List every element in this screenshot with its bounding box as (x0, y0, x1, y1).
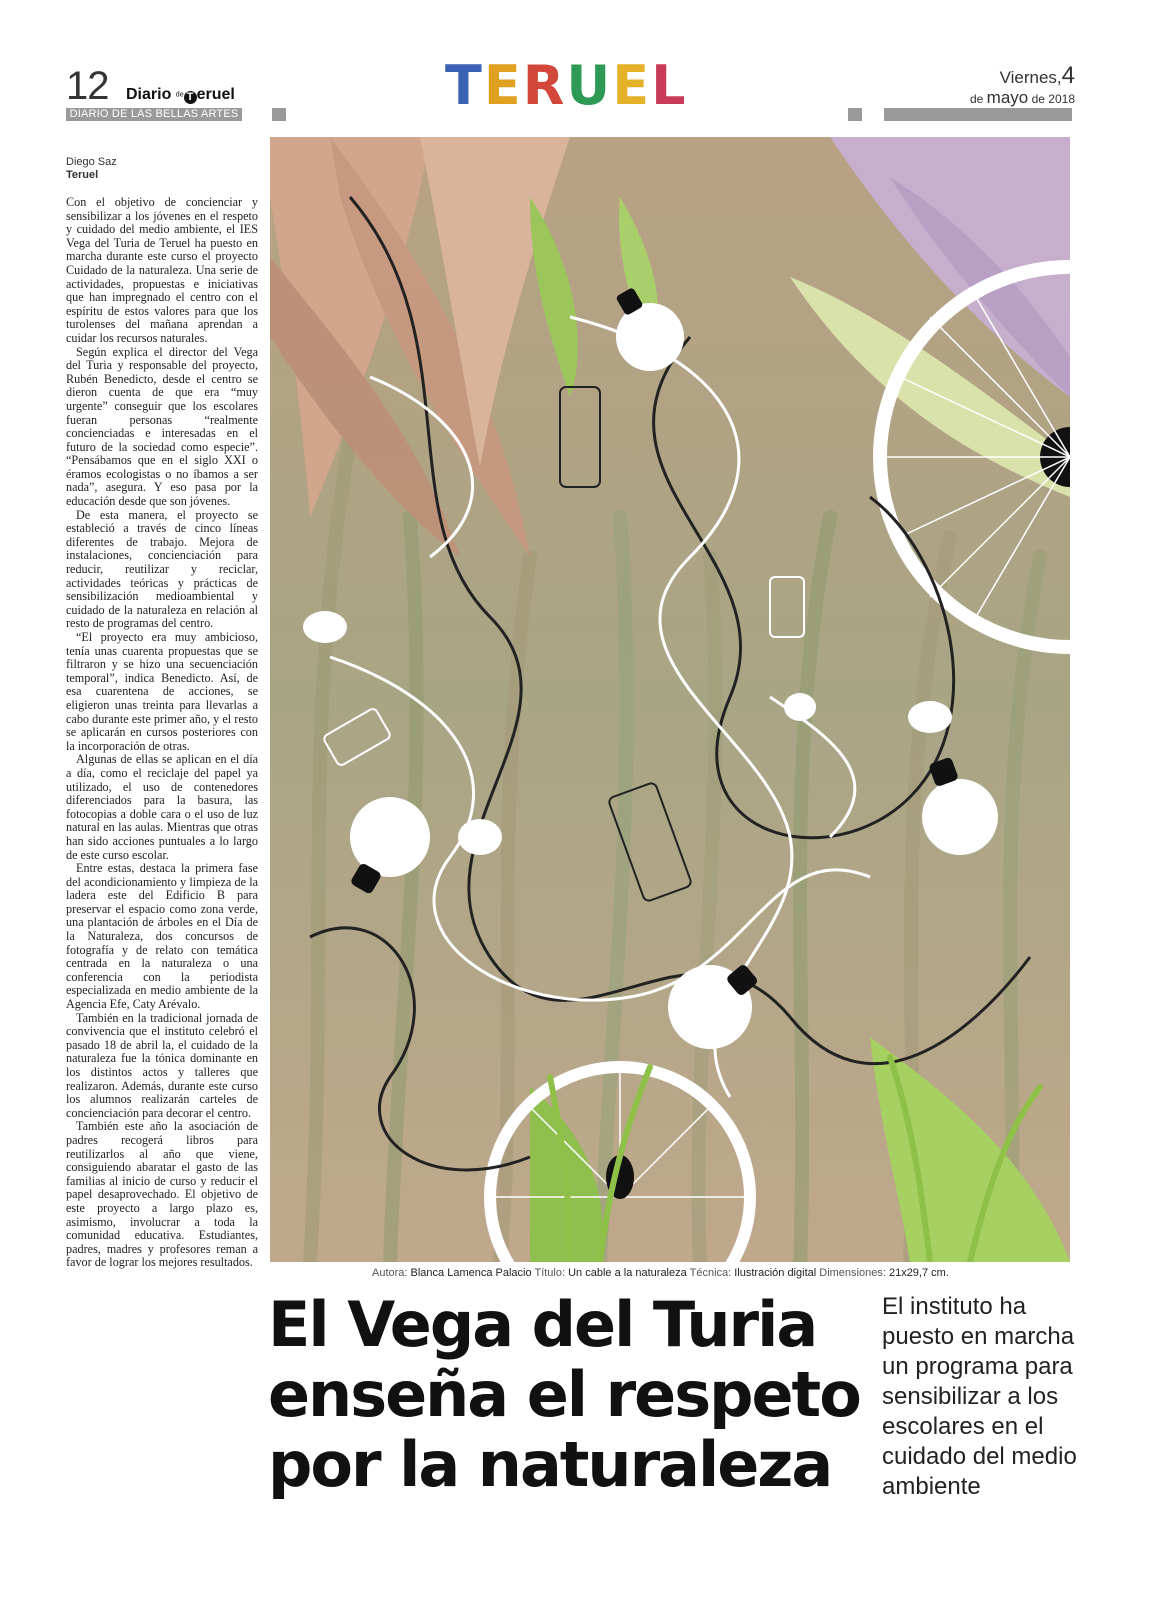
date-de: de (1031, 92, 1045, 106)
byline-location: Teruel (66, 169, 99, 181)
article-paragraph: Algunas de ellas se aplican en el día a día, como el reciclaje del papel ya utilizado, el uso de contenedores diferenciados para la basura, las fotocopias a doble cara o el uso de luz natural en las aulas. Mientras que otras han sido acciones puntuales a lo largo de este curso escolar. (66, 752, 258, 862)
headline-line: enseña el respeto (268, 1358, 860, 1431)
date-weekday: Viernes, (999, 68, 1062, 87)
issue-date (970, 62, 1075, 108)
teruel-logo (445, 54, 686, 117)
article-paragraph: “El proyecto era muy ambicioso, tenía unas cuarenta propuestas que se filtraron y se hizo una secuenciación temporal”, indica Benedicto. Así, de esa cuarentena de acciones, se eligieron unas treinta para llevarlas a cabo durante este primer año, y el resto se aplicarán en cursos posteriores con la incorporación de otras. (66, 630, 258, 753)
caption-author: Blanca Lamenca Palacio (410, 1267, 532, 1279)
logo-letter: R (522, 54, 565, 117)
article-paragraph: Con el objetivo de concienciar y sensibilizar a los jóvenes en el respeto y cuidado del medio ambiente, el IES Vega del Turia de Teruel ha puesto en marcha durante este curso el proyecto Cuidado de la naturaleza. Una serie de actividades, propuestas e iniciativas que han impregnado el centro con el espíritu de estos valores para que los turolenses del mañana aprendan a cuidar los recursos naturales. (66, 195, 258, 345)
date-year: 2018 (1048, 92, 1075, 106)
caption-technique: Ilustración digital (734, 1267, 817, 1279)
caption-title: Un cable a la naturaleza (568, 1267, 687, 1279)
headline (268, 1290, 868, 1500)
byline-author: Diego Saz (66, 156, 117, 168)
article-paragraph: Entre estas, destaca la primera fase del acondicionamiento y limpieza de la ladera este del Edificio B para preservar el espacio como zona verde, una plantación de árboles en el Día de la Naturaleza, dos concursos de fotografía y de relato con temática centrada en la naturaleza o una conferencia con la periodista especializada en medio ambiente de la Agencia Efe, Caty Arévalo. (66, 861, 258, 1012)
headline-line: por la naturaleza (268, 1428, 832, 1501)
article-body (66, 196, 258, 1270)
newspaper-brand (126, 86, 235, 104)
date-de: de (969, 92, 984, 106)
date-month: mayo (986, 88, 1029, 107)
caption-technique-label: Técnica: (689, 1267, 732, 1279)
logo-letter: E (612, 54, 650, 117)
caption-dimensions-label: Dimensiones: (819, 1267, 886, 1279)
logo-letter: L (651, 54, 686, 117)
brand-left: Diario (126, 86, 172, 103)
brand-right: eruel (196, 86, 235, 103)
article-paragraph: También en la tradicional jornada de convivencia que el instituto celebró el pasado 18 de abril la, el cuidado de la naturaleza fue la tónica dominante en los distintos actos y talleres que realizaron. Además, durante este curso los alumnos realizarán carteles de concienciación para decorar el centro. (66, 1010, 258, 1120)
article-paragraph: Según explica el director del Vega del Turia y responsable del proyecto, Rubén Benedicto, desde el centro se dieron cuenta de que era “muy urgente” conseguir que los escolares fueran personas “realmente concienciadas e interesadas en el futuro de la sociedad como especie”. “Pensábamos que en el siglo XXI o éramos ecologistas o no íbamos a ser nada”, asegura. Y eso pasa por la educación desde que son jóvenes. (66, 344, 258, 509)
header-rule-left (272, 108, 286, 121)
page-number: 12 (66, 64, 109, 108)
artwork-caption (372, 1267, 949, 1279)
header-rule-right (884, 108, 1072, 121)
brand-t-icon: T (184, 91, 197, 104)
caption-author-label: Autora: (372, 1267, 408, 1279)
article-paragraph: También este año la asociación de padres recogerá libros para reutilizarlos al año que viene, consiguiendo abaratar el gasto de las familias al inicio de curso y reducir el papel desaprovechado. El objetivo de este proyecto a largo plazo es, asimismo, involucrar a toda la comunidad educativa. Estudiantes, padres, madres y profesores reman a favor de lograr los mejores resultados. (66, 1119, 258, 1270)
artwork-illustration (270, 137, 1070, 1262)
article-paragraph: De esta manera, el proyecto se estableció a través de cinco líneas diferentes de trabajo. Mejora de instalaciones, concienciación para reducir, reutilizar y reciclar, actividades teóricas y prácticas de sensibilización medioambiental y cuidado de la naturaleza en relación al resto de programas del centro. (66, 507, 258, 631)
header-rule-mid (848, 108, 862, 121)
section-label: DIARIO DE LAS BELLAS ARTES (66, 108, 242, 121)
date-day: 4 (1061, 62, 1075, 89)
headline-line: El Vega del Turia (268, 1288, 817, 1361)
logo-letter: T (445, 54, 482, 117)
brand-small: de (175, 91, 184, 99)
byline (66, 156, 117, 182)
logo-letter: E (483, 54, 521, 117)
caption-title-label: Título: (534, 1267, 566, 1279)
logo-letter: U (566, 54, 611, 117)
subheadline: El instituto ha puesto en marcha un programa para sensibilizar a los escolares en el cuidado del medio ambiente (882, 1293, 1077, 1500)
caption-dimensions: 21x29,7 cm. (888, 1267, 949, 1279)
